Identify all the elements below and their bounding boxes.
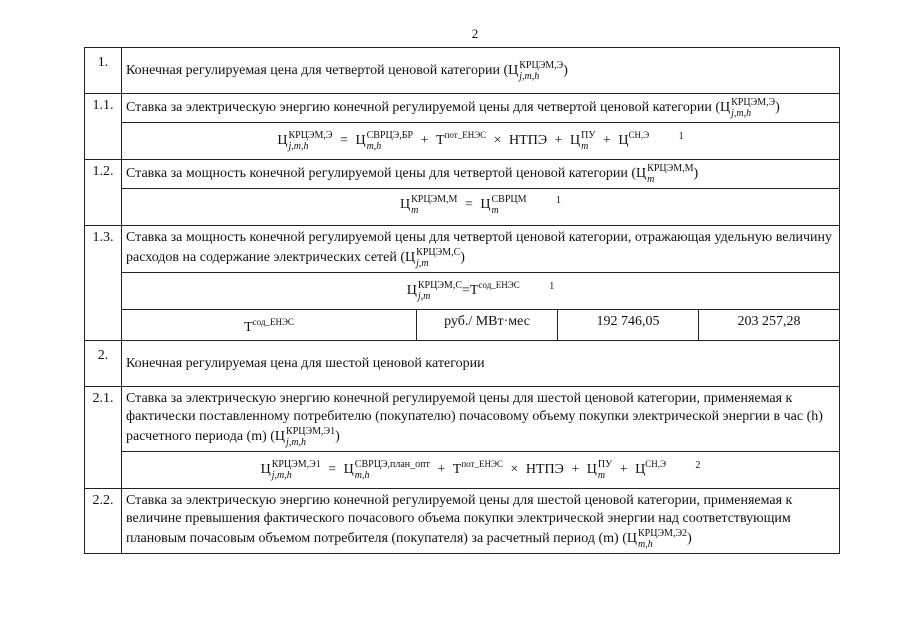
table-row <box>85 189 840 226</box>
row-number: 2. <box>85 341 122 387</box>
formula: Ц КРЦЭМ,Э j,m,h = Ц СВРЦЭ,БР m,h + $Т^{пот\_ЕНЭС}$ × НТПЭ + Ц ПУ m + $Ц^{СН,Э}$ $^1$ <box>122 123 840 160</box>
row-number: 1.2. <box>85 160 122 226</box>
row-number: 1.1. <box>85 94 122 160</box>
table-row <box>85 341 840 387</box>
table-row <box>85 452 840 489</box>
footnote-mark: 2 <box>695 460 701 471</box>
row-text: Ставка за электрическую энергию конечной регулируемой цены для четвертой ценовой категории (Ц КРЦЭМ,Э j,m,h ) <box>122 94 840 123</box>
table-row <box>85 226 840 273</box>
footnote-mark: 1 <box>549 281 555 292</box>
table-row <box>85 489 840 554</box>
table-row <box>85 387 840 452</box>
unit-cell: руб./ МВт·мес <box>417 310 558 341</box>
value-cell: 192 746,05 <box>558 310 699 341</box>
row-number: 1.3. <box>85 226 122 341</box>
table-row <box>85 48 840 94</box>
table-row <box>85 160 840 189</box>
page-number: 2 <box>471 26 479 41</box>
parameter-cell: $Т^{сод\_ЕНЭС}$ <box>122 310 417 341</box>
footnote-mark: 1 <box>678 131 684 142</box>
table-row <box>85 94 840 123</box>
row-number: 1. <box>85 48 122 94</box>
formula: Ц КРЦЭМ,С j,m $=Т^{сод\_ЕНЭС}$ $^1$ <box>122 273 840 310</box>
row-text: Конечная регулируемая цена для шестой ценовой категории <box>122 341 840 387</box>
row-text: Ставка за электрическую энергию конечной регулируемой цены для шестой ценовой категории, применяемая к величине превышения фактического почасового объема покупки электрической энергии над соответствующим плановым почасовым объемом потребителя (покупателя) за расчетный период (m) (Ц КРЦЭМ,Э2 m,h ) <box>122 489 840 554</box>
formula: Ц КРЦЭМ,М m = Ц СВРЦМ m $^1$ <box>122 189 840 226</box>
table-row <box>85 273 840 310</box>
footnote-mark: 1 <box>556 195 561 206</box>
row-number: 2.2. <box>85 489 122 554</box>
table-row <box>85 123 840 160</box>
row-number: 2.1. <box>85 387 122 489</box>
row-text: Ставка за электрическую энергию конечной регулируемой цены для шестой ценовой категории, применяемая к фактически поставленному потребителю (покупателю) почасовому объему покупки электрической энергии в час (h) расчетного периода (m) (Ц КРЦЭМ,Э1 j,m,h ) <box>122 387 840 452</box>
value-cell: 203 257,28 <box>699 310 840 341</box>
row-text: Конечная регулируемая цена для четвертой ценовой категории (Ц КРЦЭМ,Э j,m,h ) <box>122 48 840 94</box>
row-text: Ставка за мощность конечной регулируемой цены для четвертой ценовой категории (Ц КРЦЭМ,М m ) <box>122 160 840 189</box>
formula: Ц КРЦЭМ,Э1 j,m,h = Ц СВРЦЭ,план_опт m,h + $Т^{пот\_ЕНЭС}$ × НТПЭ + Ц ПУ m + $Ц^{СН,Э}$ $^2$ <box>122 452 840 489</box>
tariff-table <box>84 47 840 554</box>
table-row <box>85 310 840 341</box>
row-text: Ставка за мощность конечной регулируемой цены для четвертой ценовой категории, отражающая удельную величину расходов на содержание электрических сетей (Ц КРЦЭМ,С j,m ) <box>122 226 840 273</box>
